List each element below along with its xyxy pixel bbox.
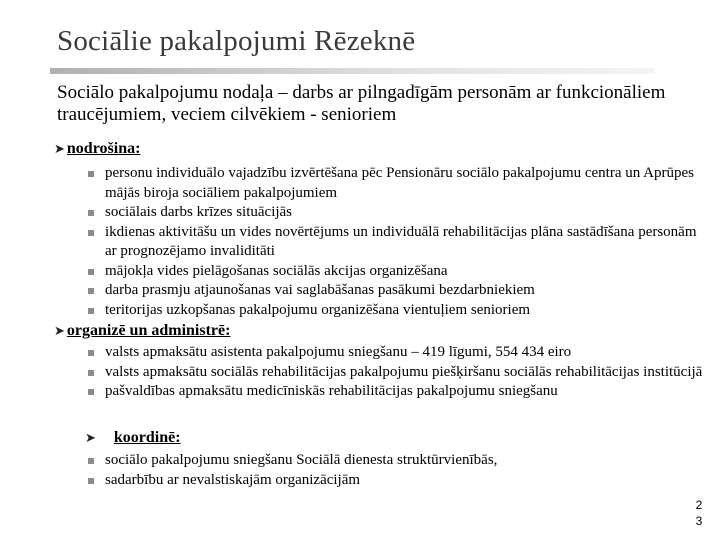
section-heading-label: koordinē: <box>113 429 181 446</box>
title-divider <box>50 68 655 74</box>
list-item: sociālo pakalpojumu sniegšanu Sociālā dienesta struktūrvienībās, <box>85 451 705 471</box>
section-heading-koordine <box>85 429 181 447</box>
list-item: ikdienas aktivitāšu un vides novērtējums un individuālā rehabilitācijas plāna sastādīšana personām ar prognozējamo invaliditāti <box>85 223 705 262</box>
list-item: teritorijas uzkopšanas pakalpojumu organizēšana vientuļiem senioriem <box>85 301 705 321</box>
section-list-nodrosina <box>85 164 705 320</box>
section-heading-nodrosina <box>54 140 140 158</box>
section-list-organize <box>85 343 705 402</box>
arrow-bullet-icon: ➤ <box>54 141 65 156</box>
list-item: darba prasmju atjaunošanas vai saglabāšanas pasākumi bezdarbniekiem <box>85 281 705 301</box>
arrow-bullet-icon: ➤ <box>85 430 96 445</box>
list-item: personu individuālo vajadzību izvērtēšana pēc Pensionāru sociālo pakalpojumu centra un Aprūpes mājās biroja sociāliem pakalpojumiem <box>85 164 705 203</box>
section-heading-label: nodrošina: <box>66 140 141 157</box>
section-list-koordine <box>85 451 705 490</box>
slide-title: Sociālie pakalpojumi Rēzeknē <box>57 25 416 57</box>
page-number: 2 3 <box>695 498 703 528</box>
section-heading-organize <box>54 322 230 340</box>
arrow-bullet-icon: ➤ <box>54 323 65 338</box>
list-item: mājokļa vides pielāgošanas sociālās akcijas organizēšana <box>85 262 705 282</box>
list-item: valsts apmaksātu sociālās rehabilitācijas pakalpojumu piešķiršanu sociālās rehabilitācijas institūcijā <box>85 363 705 383</box>
list-item: valsts apmaksātu asistenta pakalpojumu sniegšanu – 419 līgumi, 554 434 eiro <box>85 343 705 363</box>
slide-subtitle: Sociālo pakalpojumu nodaļa – darbs ar pilngadīgām personām ar funkcionāliem traucējumiem, veciem cilvēkiem - senioriem <box>57 82 666 125</box>
section-heading-label: organizē un administrē: <box>66 322 231 339</box>
list-item: sociālais darbs krīzes situācijās <box>85 203 705 223</box>
list-item: sadarbību ar nevalstiskajām organizācijām <box>85 471 705 491</box>
list-item: pašvaldības apmaksātu medicīniskās rehabilitācijas pakalpojumu sniegšanu <box>85 382 705 402</box>
